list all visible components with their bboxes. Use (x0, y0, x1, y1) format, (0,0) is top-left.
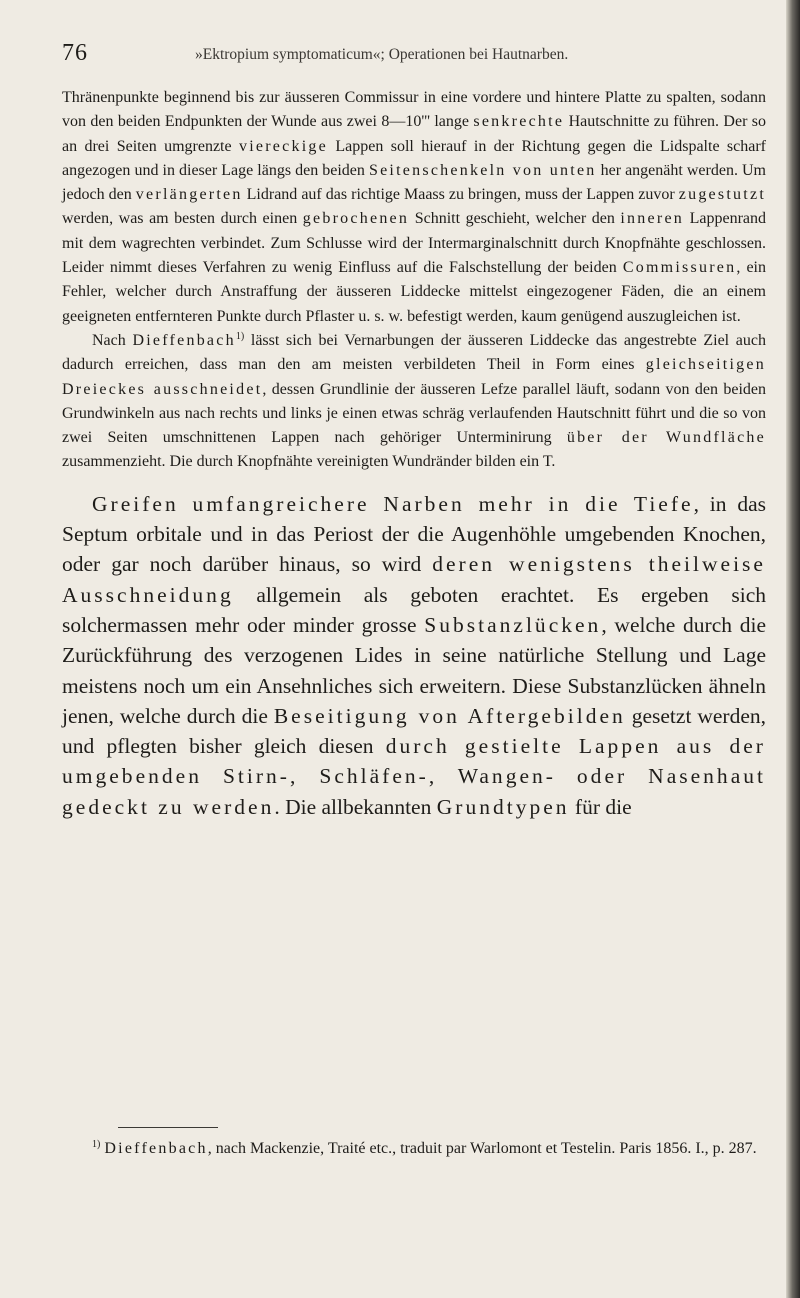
paragraph-1: Thränenpunkte beginnend bis zur äusseren Commissur in eine vordere und hintere Platte zu spalten, sodann von den beiden Endpunkten der Wunde aus zwei 8—10''' lange senkrechte Hautschnitte zu führen. Der so an drei Seiten umgrenzte viereckige Lappen soll hierauf in der Richtung gegen die Lidspalte scharf angezogen und in dieser Lage längs den beiden Seitenschenkeln von unten her angenäht werden. Um jedoch den verlängerten Lidrand auf das richtige Maass zu bringen, muss der Lappen zuvor zugestutzt werden, was am besten durch einen gebrochenen Schnitt geschieht, welcher den inneren Lappenrand mit dem wagrechten verbindet. Zum Schlusse wird der Intermarginalschnitt durch Knopfnähte geschlossen. Leider nimmt dieses Verfahren zu wenig Einfluss auf die Falschstellung der beiden Commissuren, ein Fehler, welcher durch Anstraffung der äusseren Liddecke mittelst eingezogener Fäden, die an einem geeigneten entfernteren Punkte durch Pflaster u. s. w. befestigt werden, kaum genügend auszugleichen ist. (62, 89, 767, 325)
footnote-reference: 1) (235, 330, 245, 342)
author-name: Dieffenbach (104, 1140, 208, 1157)
emphasis: verlängerten (135, 186, 243, 204)
footnote-rule (118, 1127, 218, 1128)
author-name: Dieffenbach (132, 331, 236, 349)
emphasis: Seitenschenkeln von unten (368, 161, 597, 179)
body-text (62, 86, 766, 822)
emphasis: deren wenigstens theilweise Ausschneidung (62, 552, 766, 607)
paragraph-2: Nach Dieffenbach$^{1)}$ lässt sich bei Vernarbungen der äusseren Liddecke das angestrebte Ziel auch dadurch erreichen, dass man den am meisten verbildeten Theil in Form eines gleichseitigen Dreieckes ausschneidet, dessen Grundlinie der äusseren Lefze parallel läuft, sodann von den beiden Grundwinkeln aus nach rechts und links je einen etwas schräg verlaufenden Hautschnitt führt und die so von zwei Seiten umschnittenen Lappen nach gehöriger Unterminirung über der Wundfläche zusammenzieht. Die durch Knopfnähte vereinigten Wundränder bilden ein T. (62, 330, 766, 471)
emphasis: inneren (620, 210, 685, 228)
running-title: »Ektropium symptomaticum«; Operationen bei Hautnarben. (195, 46, 569, 63)
footnote: $^{1)}$ Dieffenbach, nach Mackenzie, Traité etc., traduit par Warlomont et Testelin. Paris 1856. I., p. 287. (92, 1139, 757, 1157)
page-edge-shadow (786, 0, 800, 1298)
page-number: 76 (62, 40, 88, 66)
footnote-marker: 1) (92, 1139, 101, 1150)
emphasis: zugestutzt (678, 186, 767, 204)
emphasis: Greifen umfangreichere Narben mehr in die Tiefe (92, 491, 694, 516)
paragraph-3: Greifen umfangreichere Narben mehr in die Tiefe, in das Septum orbitale und in das Periost der die Augenhöhle umgebenden Knochen, oder gar noch darüber hinaus, so wird deren wenigstens theilweise Ausschneidung allgemein als geboten erachtet. Es ergeben sich solchermassen mehr oder minder grosse Substanzlücken, welche durch die Zurückführung des verzogenen Lides in seine natürliche Stellung und Lage meistens noch um ein Ansehnliches sich erweitern. Diese Substanzlücken ähneln jenen, welche durch die Beseitigung von Aftergebilden gesetzt werden, und pflegten bisher gleich diesen durch gestielte Lappen aus der umgebenden Stirn-, Schläfen-, Wangen- oder Nasenhaut gedeckt zu werden. Die allbekannten Grundtypen für die (62, 491, 767, 819)
emphasis: viereckige (238, 137, 328, 155)
emphasis: Beseitigung von Aftergebilden (273, 703, 626, 728)
emphasis: gebrochenen (302, 210, 410, 228)
emphasis: senkrechte (473, 113, 565, 131)
emphasis: Grundtypen (436, 794, 570, 819)
emphasis: Commissuren (622, 259, 737, 277)
page-header (0, 40, 800, 80)
emphasis: über der Wundfläche (566, 429, 766, 447)
emphasis: durch gestielte Lappen aus der umgebenden Stirn-, Schläfen-, Wangen- oder Nasenhaut gedeckt zu werden (62, 734, 766, 819)
emphasis: gleichseitigen Dreieckes ausschneidet (62, 356, 766, 398)
emphasis: Substanzlücken (424, 612, 602, 637)
